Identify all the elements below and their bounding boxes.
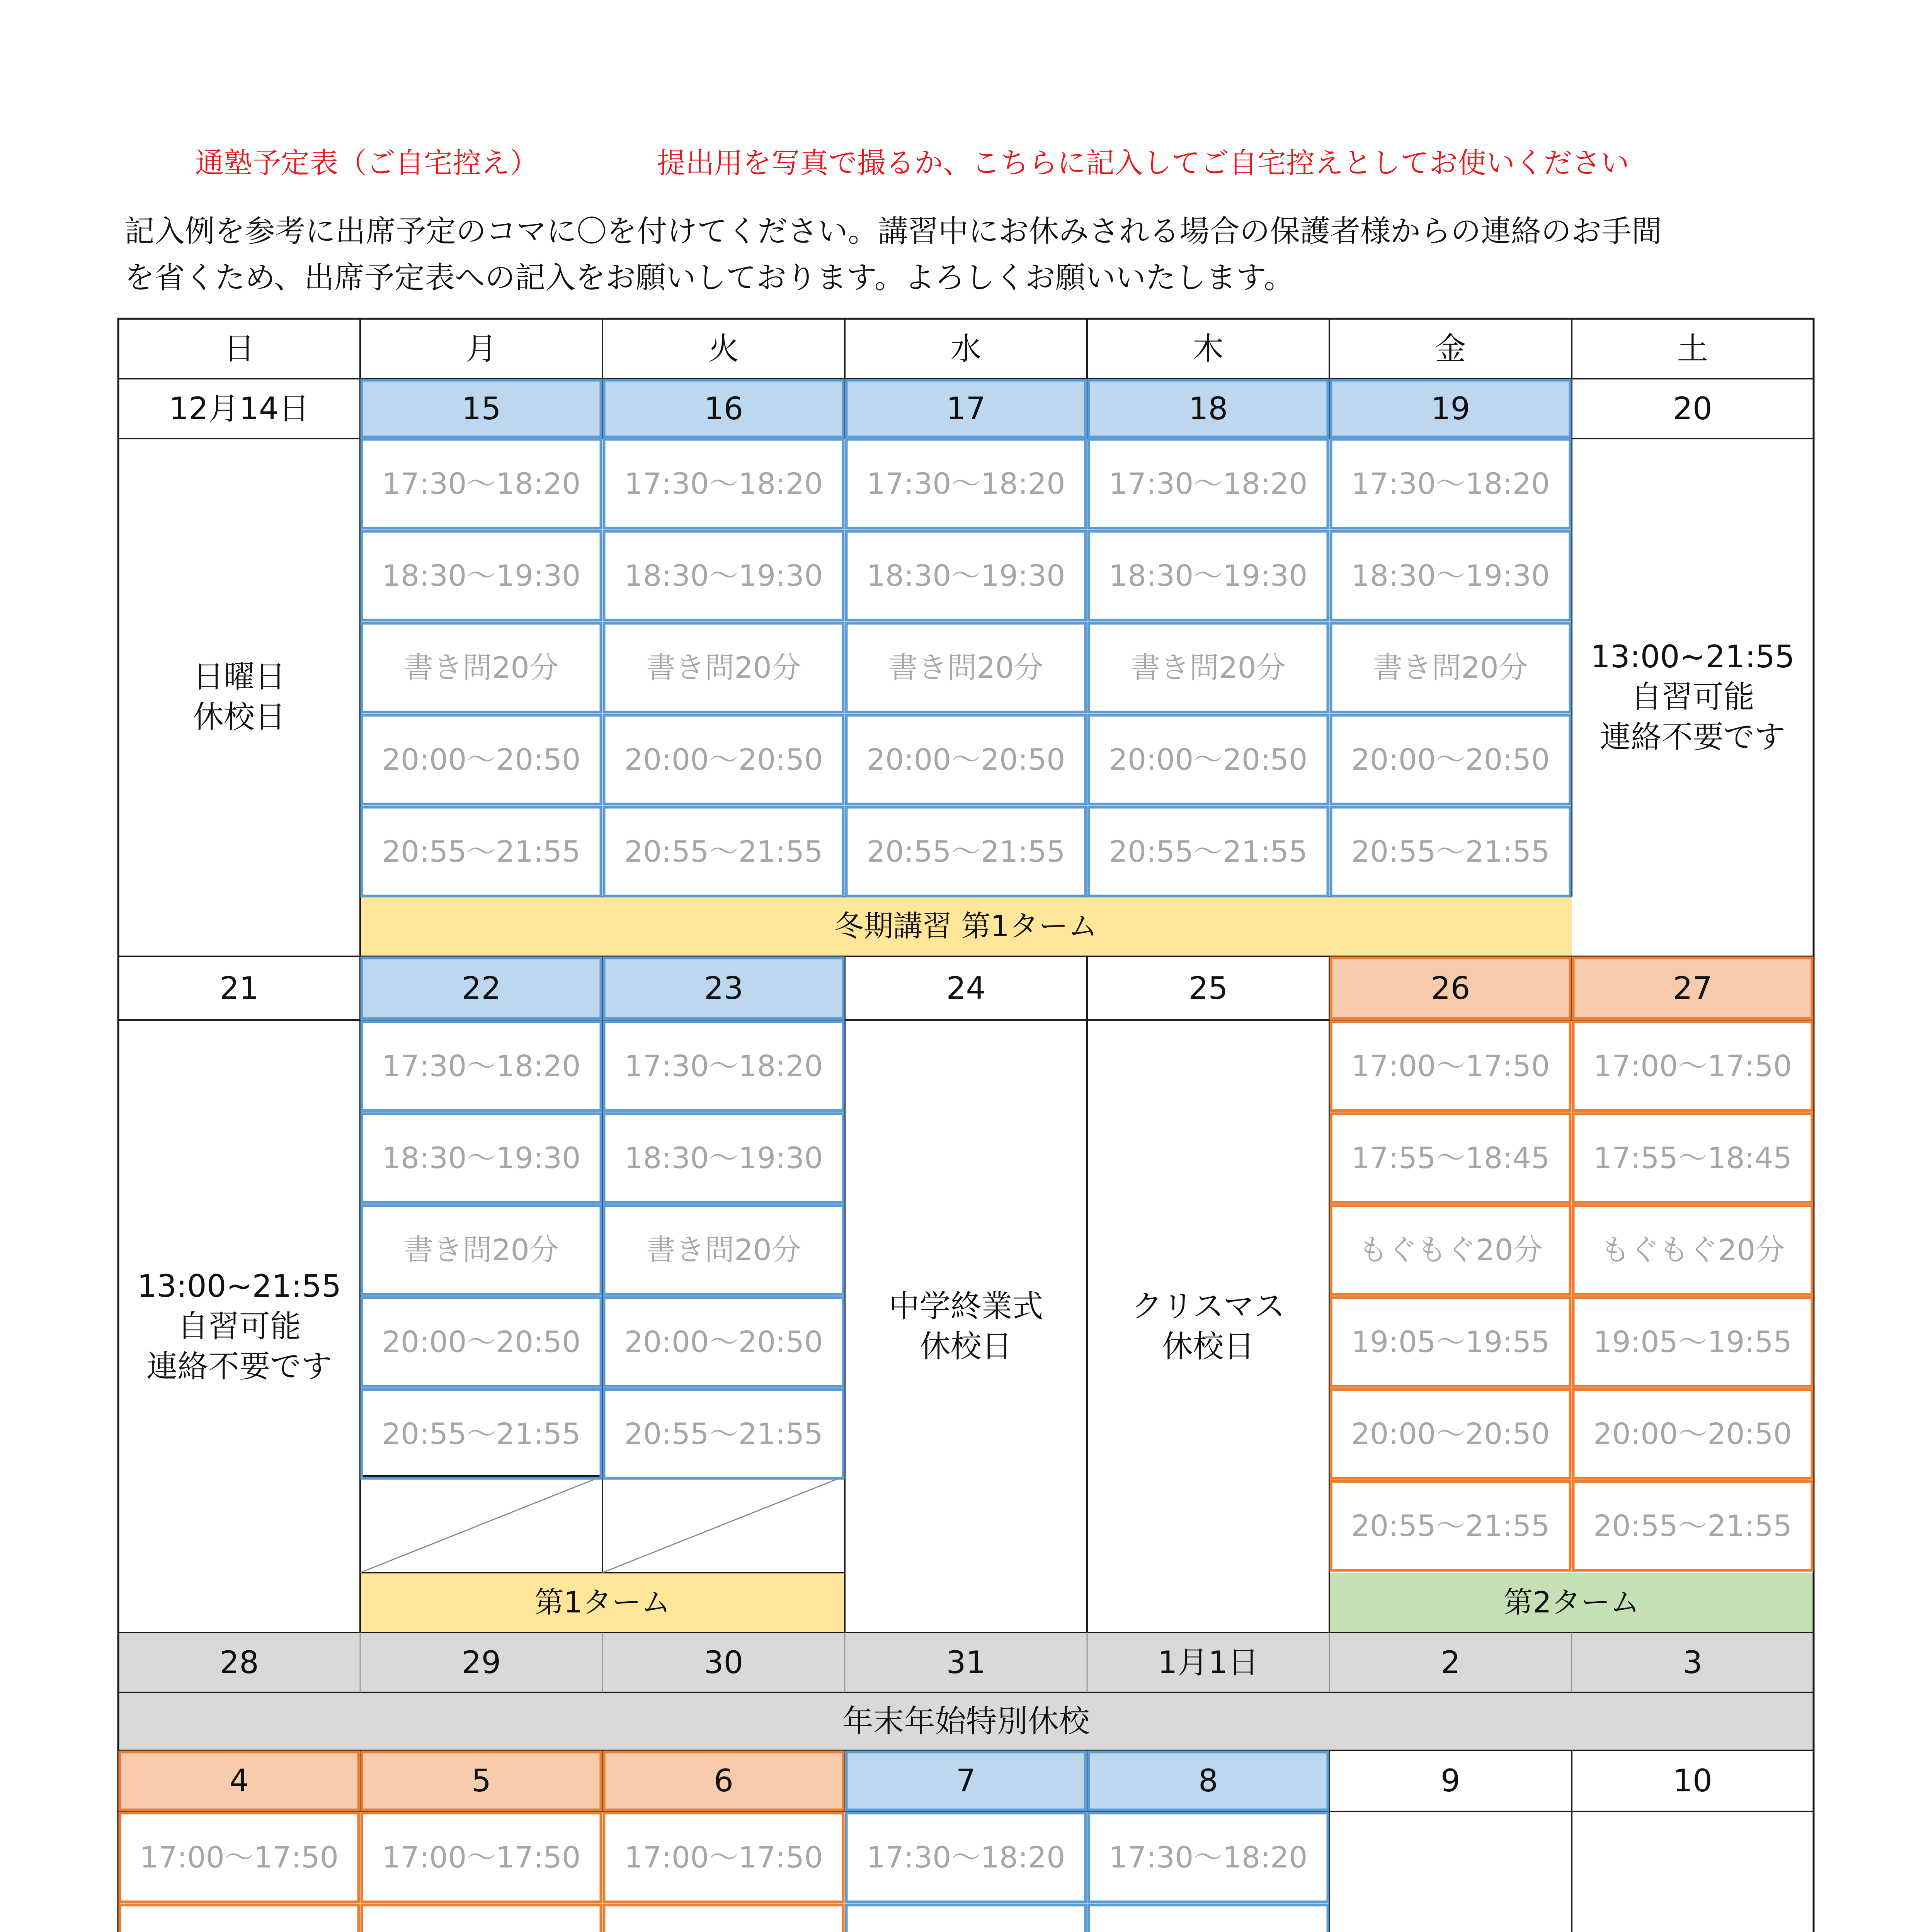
week1-slot-cell: 20:00～20:50 (1109, 742, 1308, 777)
week2-term1-band: 第1ターム (360, 1573, 845, 1633)
week1-slot-cell: 書き問20分 (1373, 650, 1528, 685)
note-line: 日曜日 (193, 659, 286, 695)
week4-slot-cell (1087, 1903, 1329, 1932)
week2-date-4: 25 (1188, 970, 1228, 1006)
diagonal-line (360, 1476, 602, 1573)
week1-slot-cell: 20:55～21:55 (1109, 834, 1308, 869)
week2-date-3: 24 (946, 970, 986, 1006)
week1-slot-cell: 17:30～18:20 (866, 466, 1065, 501)
note-line: 自習可能 (177, 1308, 301, 1344)
week4-slot-cell: 17:00～17:50 (140, 1840, 339, 1874)
week3-date-2: 30 (602, 1633, 845, 1692)
week1-slot-cell: 書き問20分 (1131, 650, 1286, 685)
week3-date-1: 29 (360, 1633, 602, 1692)
week1-slot-cell: 20:55～21:55 (624, 834, 823, 869)
week2-thursday-note (1087, 1020, 1329, 1633)
page-title: 通塾予定表（ご自宅控え） (195, 146, 538, 180)
week1-slot-cell: 書き問20分 (888, 650, 1043, 685)
week2-slot-cell: 20:55～21:55 (1351, 1508, 1550, 1543)
week1-slot-cell: 17:30～18:20 (1351, 466, 1550, 501)
week2-date-5: 26 (1329, 956, 1572, 1020)
week4-slot-cell (845, 1903, 1087, 1932)
week2-slot-cell: もぐもぐ20分 (1358, 1232, 1543, 1267)
year-end-holiday-band: 年末年始特別休校 (118, 1692, 1814, 1750)
week3-date-4: 1月1日 (1087, 1633, 1329, 1692)
weekday-header-5: 金 (1435, 330, 1466, 367)
weekday-header-6: 土 (1677, 330, 1708, 367)
note-line: 休校日 (193, 699, 286, 735)
week3-date-0: 28 (118, 1633, 360, 1692)
week2-wednesday-note (845, 1020, 1087, 1633)
week2-slot-cell: もぐもぐ20分 (1600, 1232, 1785, 1267)
week2-slot-cell: 20:55～21:55 (382, 1416, 581, 1451)
week4-date-6: 10 (1673, 1763, 1712, 1799)
intro-line-1: 記入例を参考に出席予定のコマに〇を付けてください。講習中にお休みされる場合の保護者様からの連絡のお手間 (124, 214, 1662, 249)
week1-date-6: 20 (1673, 390, 1712, 427)
week2-slot-cell: 18:30～19:30 (624, 1140, 823, 1175)
week2-sunday-note (118, 1020, 360, 1633)
week4-date-4: 8 (1087, 1750, 1329, 1811)
week1-slot-cell: 17:30～18:20 (1109, 466, 1308, 501)
week1-date-4: 18 (1087, 379, 1329, 439)
week1-slot-cell: 20:00～20:50 (1351, 742, 1550, 777)
week1-date-1: 15 (360, 379, 602, 439)
week1-slot-cell: 18:30～19:30 (624, 558, 823, 593)
week2-date-1: 22 (360, 956, 602, 1020)
week2-slot-cell: 20:55～21:55 (1593, 1508, 1792, 1543)
diagonal-line (602, 1476, 845, 1573)
weekday-header-0: 日 (224, 330, 255, 367)
week1-slot-cell: 18:30～19:30 (1351, 558, 1550, 593)
week2-slot-cell: 20:00～20:50 (382, 1324, 581, 1359)
week1-slot-cell: 17:30～18:20 (624, 466, 823, 501)
week1-slot-cell: 20:00～20:50 (382, 742, 581, 777)
week1-date-3: 17 (845, 379, 1087, 439)
note-line: 中学終業式 (888, 1288, 1043, 1324)
week3-date-6: 3 (1572, 1633, 1814, 1692)
week1-sunday-note (118, 438, 360, 956)
week1-date-2: 16 (602, 379, 845, 439)
week2-slot-cell: 20:00～20:50 (624, 1324, 823, 1359)
note-line: 自習可能 (1631, 679, 1754, 715)
week4-date-2: 6 (602, 1750, 845, 1811)
week2-slot-cell: 17:00～17:50 (1351, 1048, 1550, 1083)
week1-term-band: 冬期講習 第1ターム (360, 896, 1572, 956)
week2-date-6: 27 (1572, 956, 1814, 1020)
note-line: 13:00~21:55 (1590, 639, 1795, 675)
week2-slot-cell: 17:30～18:20 (624, 1048, 823, 1083)
weekday-header-1: 月 (466, 330, 497, 367)
weekday-header-3: 水 (950, 330, 982, 367)
week2-date-2: 23 (602, 956, 845, 1020)
intro-line-2: を省くため、出席予定表への記入をお願いしております。よろしくお願いいたします。 (124, 260, 1294, 295)
week2-slot-cell: 20:00～20:50 (1593, 1416, 1792, 1451)
week4-friday-note (1329, 1811, 1572, 1932)
week1-saturday-note (1572, 438, 1814, 956)
week1-slot-cell: 18:30～19:30 (382, 558, 581, 593)
week2-date-0: 21 (220, 970, 259, 1006)
note-line: 連絡不要です (1600, 719, 1785, 755)
week1-slot-cell: 20:55～21:55 (866, 834, 1065, 869)
week1-slot-cell: 18:30～19:30 (1109, 558, 1308, 593)
note-line: 休校日 (919, 1328, 1012, 1364)
week4-date-3: 7 (845, 1750, 1087, 1811)
week2-slot-cell: 20:00～20:50 (1351, 1416, 1550, 1451)
week2-slot-cell: 17:55～18:45 (1351, 1140, 1550, 1175)
weekday-header-4: 木 (1193, 330, 1224, 367)
week1-slot-cell: 20:55～21:55 (1351, 834, 1550, 869)
week2-slot-cell: 書き問20分 (404, 1232, 559, 1267)
week4-slot-cell: 17:30～18:20 (1109, 1840, 1308, 1874)
week1-date-0: 12月14日 (169, 390, 310, 427)
week2-slot-cell: 17:30～18:20 (382, 1048, 581, 1083)
week1-slot-cell: 書き問20分 (646, 650, 801, 685)
week4-date-1: 5 (360, 1750, 602, 1811)
week1-slot-cell: 17:30～18:20 (382, 466, 581, 501)
weekday-header-2: 火 (708, 330, 739, 367)
week4-slot-cell: 17:00～17:50 (624, 1840, 823, 1874)
week2-slot-cell: 17:00～17:50 (1593, 1048, 1792, 1083)
week4-slot-cell (360, 1903, 602, 1932)
week4-slot-cell: 17:30～18:20 (866, 1840, 1065, 1874)
header-instruction: 提出用を写真で撮るか、こちらに記入してご自宅控えとしてお使いください (657, 146, 1629, 180)
week2-slot-cell: 書き問20分 (646, 1232, 801, 1267)
week2-slot-cell: 17:55～18:45 (1593, 1140, 1792, 1175)
week2-slot-cell: 20:55～21:55 (624, 1416, 823, 1451)
week1-slot-cell: 20:00～20:50 (866, 742, 1065, 777)
week4-slot-cell (118, 1903, 360, 1932)
week1-slot-cell: 20:55～21:55 (382, 834, 581, 869)
week1-date-5: 19 (1329, 379, 1572, 439)
week1-slot-cell: 20:00～20:50 (624, 742, 823, 777)
note-line: 連絡不要です (146, 1348, 332, 1384)
note-line: クリスマス (1132, 1288, 1285, 1324)
week3-date-3: 31 (845, 1633, 1087, 1692)
week4-slot-cell (602, 1903, 845, 1932)
week3-date-5: 2 (1329, 1633, 1572, 1692)
week2-slot-cell: 19:05～19:55 (1351, 1324, 1550, 1359)
note-line: 13:00~21:55 (137, 1268, 342, 1304)
week2-term2-band: 第2ターム (1329, 1573, 1814, 1633)
week2-slot-cell: 18:30～19:30 (382, 1140, 581, 1175)
week4-date-0: 4 (118, 1750, 360, 1811)
week4-date-5: 9 (1441, 1763, 1460, 1799)
week1-slot-cell: 書き問20分 (404, 650, 559, 685)
week4-slot-cell: 17:00～17:50 (382, 1840, 581, 1874)
week1-slot-cell: 18:30～19:30 (866, 558, 1065, 593)
week2-slot-cell: 19:05～19:55 (1593, 1324, 1792, 1359)
note-line: 休校日 (1162, 1328, 1255, 1364)
